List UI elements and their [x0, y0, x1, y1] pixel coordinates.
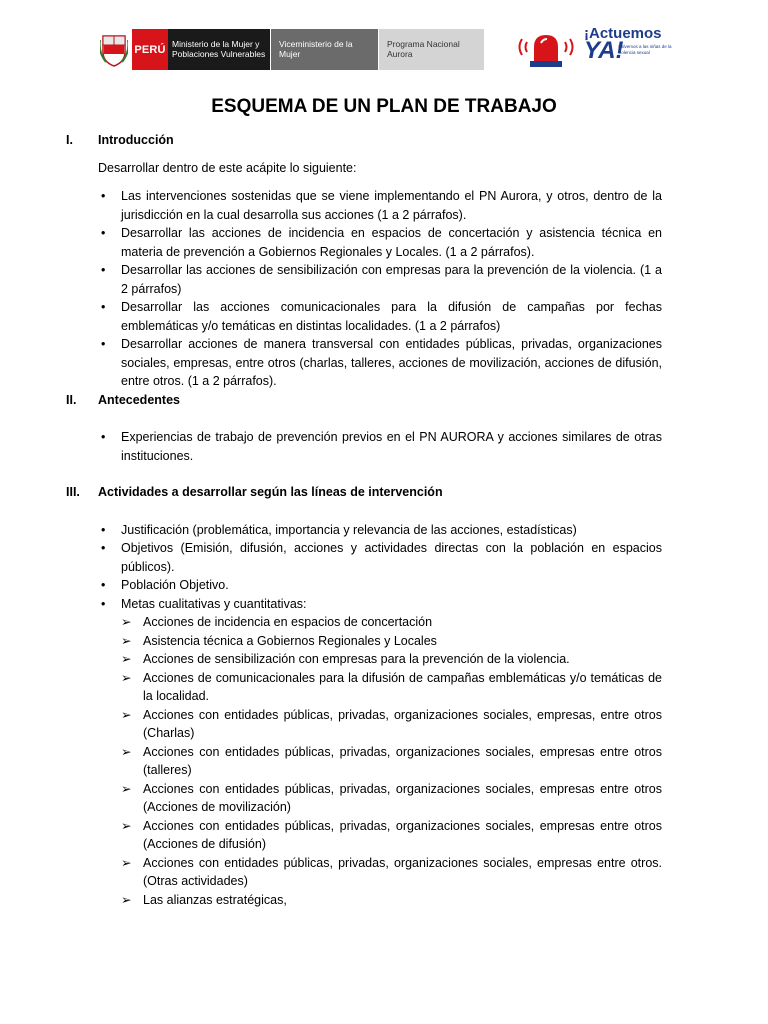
siren-icon [516, 25, 576, 73]
sub-list-item [66, 854, 662, 891]
campaign-subtitle: Salvemos a las niñas de la violencia sexual [618, 44, 672, 55]
sub-list-text: Las alianzas estratégicas, [143, 892, 287, 907]
list-item: • Desarrollar las acciones comunicacionales para la difusión de campañas por fechas emblemáticas y/o temáticas en distintas localidades. (1 a 2 párrafos) [66, 298, 662, 335]
viceministerio-label: Viceministerio de la Mujer [270, 29, 378, 70]
sub-list-item [66, 780, 662, 817]
section-number: II. [66, 392, 77, 407]
sub-list-text: Acciones con entidades públicas, privadas, organizaciones sociales, empresas entre otros. (Otras actividades) [143, 855, 662, 888]
arrow-bullet-icon: ➢ [121, 633, 132, 648]
sub-list-item [66, 817, 662, 854]
sub-list-item [66, 669, 662, 706]
sub-list-item [66, 891, 662, 910]
arrow-bullet-icon: ➢ [121, 781, 132, 796]
arrow-bullet-icon: ➢ [121, 707, 132, 722]
peru-label: PERÚ [132, 29, 168, 70]
arrow-bullet-icon: ➢ [121, 892, 132, 907]
sub-list-item [66, 743, 662, 780]
section-number: III. [66, 485, 80, 499]
campaign-title: ¡Actuemos [584, 25, 662, 42]
arrow-bullet-icon: ➢ [121, 615, 132, 629]
arrow-bullet-icon: ➢ [121, 744, 132, 759]
document-title: ESQUEMA DE UN PLAN DE TRABAJO [211, 96, 557, 117]
sub-list-text: Asistencia técnica a Gobiernos Regionales y Locales [143, 633, 437, 648]
list-item: • Desarrollar acciones de manera transversal con entidades públicas, privadas, organizaciones sociales, empresas, entre otros (charlas, talleres, acciones de movilización, acciones de difusión, entre otros. (1 a 2 párrafos). [66, 335, 662, 391]
list-item: • Experiencias de trabajo de prevención previos en el PN AURORA y acciones similares de otras instituciones. [66, 428, 662, 465]
letterhead [96, 25, 672, 70]
arrow-bullet-icon: ➢ [121, 670, 132, 685]
section-intro: Desarrollar dentro de este acápite lo siguiente: [98, 160, 357, 175]
sub-list-text: Acciones con entidades públicas, privadas, organizaciones sociales, empresas entre otros (talleres) [143, 744, 662, 777]
government-banner [96, 29, 484, 70]
sub-list-text: Acciones de incidencia en espacios de concertación [143, 615, 433, 629]
section-heading-introduccion [66, 131, 662, 150]
list-item: • Metas cualitativas y cuantitativas: [66, 595, 662, 614]
arrow-bullet-icon: ➢ [121, 652, 132, 666]
sub-list-item [66, 650, 662, 669]
ministerio-label: Ministerio de la Mujer y Poblaciones Vulnerables [168, 29, 270, 70]
list-item: • Desarrollar las acciones de sensibilización con empresas para la prevención de la violencia. (1 a 2 párrafos) [66, 261, 662, 298]
bullet-list [66, 187, 662, 391]
list-item: • Las intervenciones sostenidas que se viene implementando el PN Aurora, y otros, dentro de la jurisdicción en la cual desarrolla sus acciones (1 a 2 párrafos). [66, 187, 662, 224]
section-heading-actividades [66, 483, 662, 502]
campaign-ya: YA! [584, 37, 624, 64]
list-item: • Justificación (problemática, importancia y relevancia de las acciones, estadísticas) [66, 521, 662, 540]
sub-list [66, 613, 662, 909]
sub-list-text: Acciones con entidades públicas, privadas, organizaciones sociales, empresas entre otros (Acciones de difusión) [143, 818, 662, 851]
arrow-bullet-icon: ➢ [121, 855, 132, 870]
section-heading-antecedentes [66, 391, 662, 410]
section-title: Actividades a desarrollar según las líneas de intervención [98, 485, 443, 499]
section-number: I. [66, 133, 73, 147]
sub-list-item [66, 706, 662, 743]
sub-list-text: Acciones de sensibilización con empresas para la prevención de la violencia. [143, 652, 570, 666]
programa-label: Programa Nacional Aurora [378, 29, 484, 70]
section-title: Antecedentes [98, 392, 180, 407]
list-item: • Objetivos (Emisión, difusión, acciones y actividades directas con la población en espacios públicos). [66, 539, 662, 576]
sub-list-text: Acciones de comunicacionales para la difusión de campañas emblemáticas y/o temáticas de la localidad. [143, 670, 662, 703]
section-title: Introducción [98, 133, 174, 147]
bullet-list [66, 521, 662, 614]
bullet-list [66, 428, 662, 465]
sub-list-text: Acciones con entidades públicas, privadas, organizaciones sociales, empresas, entre otros (Charlas) [143, 707, 662, 740]
coat-of-arms-icon [96, 29, 132, 70]
list-item: • Población Objetivo. [66, 576, 662, 595]
list-item: • Desarrollar las acciones de incidencia en espacios de concertación y asistencia técnica en materia de prevención a Gobiernos Regionales y Locales. (1 a 2 párrafos). [66, 224, 662, 261]
sub-list-item [66, 632, 662, 651]
arrow-bullet-icon: ➢ [121, 818, 132, 833]
document-body [66, 131, 662, 909]
sub-list-text: Acciones con entidades públicas, privadas, organizaciones sociales, empresas entre otros (Acciones de movilización) [143, 781, 662, 814]
actuemos-ya-logo [516, 25, 672, 73]
sub-list-item [66, 613, 662, 632]
